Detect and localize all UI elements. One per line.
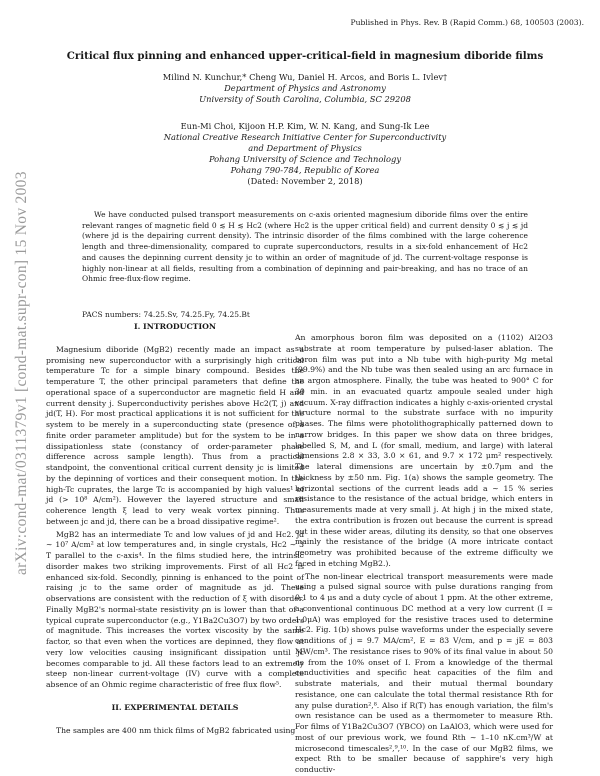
affiliation-line-2: and Department of Physics (248, 142, 362, 153)
author-block-2 (40, 121, 570, 186)
department: Department of Physics and Astronomy (224, 83, 386, 93)
paper-title: Critical flux pinning and enhanced upper-critical-field in magnesium diboride films (66, 50, 544, 62)
author-block-1 (40, 72, 570, 105)
university: University of South Carolina, Columbia, SC 29208 (199, 94, 411, 104)
dated-line: (Dated: November 2, 2018) (247, 175, 363, 186)
affiliation-line-4: Pohang 790-784, Republic of Korea (230, 164, 380, 175)
abstract: We have conducted pulsed transport measurements on c-axis oriented magnesium diboride films over the entire relevant ranges of magnetic field 0 ≲ H ≲ Hc2 (where Hc2 is the upper critical field) and current density 0 ≲ j ≲ jd (where jd is the depairing current density). The intrinsic disorder of the films combined with the large coherence length and three-dimensionality, compared to cuprate superconductors, results in a six-fold enhancement of Hc2 and causes the depinning current density jc to within an order of magnitude of jd. The current-voltage response is highly non-linear at all fields, resulting from a combination of depinning and pair-breaking, and has no trace of an Ohmic free-flux-flow regime. (82, 210, 528, 284)
author-names-2: Eun-Mi Choi, Kijoon H.P. Kim, W. N. Kang, and Sung-Ik Lee (180, 121, 430, 131)
left-column (46, 322, 304, 736)
right-column (295, 333, 553, 776)
experimental-paragraph-2: The non-linear electrical transport measurements were made using a pulsed signal source with pulse durations ranging from 0.1 to 4 μs and a duty cycle of about 1 ppm. At the other extreme, a conventional continuous DC method at a very low current (I = 1.0μA) was employed for the resistive traces used to determine Hc2. Fig. 1(b) shows pulse waveforms under the especially severe conditions of j = 9.7 MA/cm², E = 83 V/cm, and p = jE = 803 MW/cm³. The resistance rises to 90% of its final value in about 50 ns from the 10% onset of I. From a knowledge of the thermal conductivities and specific heat capacities of the film and substrate materials, and their mutual thermal boundary resistance, one can calculate the total thermal resistance Rth for any pulse duration²,⁸. Also if R(T) has enough variation, the film's own resistance can be used as a thermometer to measure Rth. For films of Y1Ba2Cu3O7 (YBCO) on LaAlO3, which were used for most of our previous work, we found Rth ∼ 1–10 nK.cm³/W at microsecond timescales²,⁹,¹⁰. In the case of our MgB2 films, we expect Rth to be smaller because of sapphire's very high conductiv- (295, 571, 553, 774)
pacs-numbers: PACS numbers: 74.25.Sv, 74.25.Fy, 74.25.Bt (82, 310, 250, 319)
publication-note: Published in Phys. Rev. B (Rapid Comm.) 68, 100503 (2003). (350, 18, 584, 27)
arxiv-stamp: arXiv:cond-mat/0311379v1 [cond-mat.supr-con] 15 Nov 2003 (13, 171, 30, 575)
affiliation-line-3: Pohang University of Science and Technology (208, 153, 402, 164)
author-names-1: Milind N. Kunchur,* Cheng Wu, Daniel H. Arcos, and Boris L. Ivlev† (162, 72, 448, 82)
intro-paragraph-1: Magnesium diboride (MgB2) recently made an impact as a promising new superconductor with a surprisingly high critical temperature Tc for a simple binary compound. Besides the temperature T, the other principal parameters that define the operational space of a superconductor are magnetic field H and current density j. Superconductivity perishes above Hc2(T, j) and jd(T, H). For most practical applications it is not sufficient for the system to be merely in a superconducting state (presence of a finite order parameter amplitude) but for the system to be in a dissipationless state (constancy of order-parameter phase difference across sample length). Thus from a practical standpoint, the conventional critical current density jc is limited by the depinning of vortices and their consequent motion. In the high-Tc cuprates, the large Tc is accompanied by high values¹ of jd (> 10⁸ A/cm²). However the layered structure and small coherence length ξ lead to very weak vortex pinning. Thus between jc and jd, there can be a broad dissipative regime². (46, 344, 304, 526)
intro-paragraph-2: MgB2 has an intermediate Tc and low values of jd and Hc2. jd ∼ 10⁷ A/cm² at low temperatures and, in single crystals, Hc2 ∼ 3 T parallel to the c-axis⁴. In the films studied here, the intrinsic disorder makes two striking improvements. First of all Hc2 is enhanced six-fold. Secondly, pinning is enhanced to the point of raising jc to the same order of magnitude as jd. These observations are consistent with the reduction of ξ with disorder. Finally MgB2's normal-state resistivity ρn is lower than that of a typical cuprate superconductor (e.g., Y1Ba2Cu3O7) by two orders of magnitude. This increases the vortex viscosity by the same factor, so that even when the vortices are depinned, they flow at very low velocities causing insignificant dissipation until jc becomes comparable to jd. All these factors lead to an extremely steep non-linear current-voltage (IV) curve with a complete absence of an Ohmic regime characteristic of free flux flow⁵. (46, 529, 304, 689)
experimental-paragraph-continued: An amorphous boron film was deposited on a (1102) Al2O3 substrate at room temperature by pulsed-laser ablation. The boron film was put into a Nb tube with high-purity Mg metal (99.9%) and the Nb tube was then sealed using an arc furnace in an argon atmosphere. Finally, the tube was heated to 900° C for 30 min. in an evacuated quartz ampoule sealed under high vacuum. X-ray diffraction indicates a highly c-axis-oriented crystal structure normal to the substrate surface with no impurity phases. The films were photolithographically patterned down to narrow bridges. In this paper we show data on three bridges, labelled S, M, and L (for small, medium, and large) with lateral dimensions 2.8 × 33, 3.0 × 61, and 9.7 × 172 μm² respectively. The lateral dimensions are uncertain by ±0.7μm and the thickness by ±50 nm. Fig. 1(a) shows the sample geometry. The horizontal sections of the current leads add a ∼ 15 % series resistance to the resistance of the actual bridge, which enters in measurements made at very small j. At high j in the mixed state, the extra contribution is frozen out because the current is spread out in these wider areas, diluting its density, so that one observes mainly the resistance of the bridge (A more intricate contact geometry was prohibited because of the extreme difficulty we faced in etching MgB2.). (295, 333, 553, 568)
experimental-paragraph-start: The samples are 400 nm thick films of MgB2 fabricated using (56, 725, 296, 735)
affiliation-line-1: National Creative Research Initiative Center for Superconductivity (163, 131, 447, 142)
section-heading-experimental: II. EXPERIMENTAL DETAILS (111, 702, 239, 712)
section-heading-introduction: I. INTRODUCTION (133, 322, 217, 331)
